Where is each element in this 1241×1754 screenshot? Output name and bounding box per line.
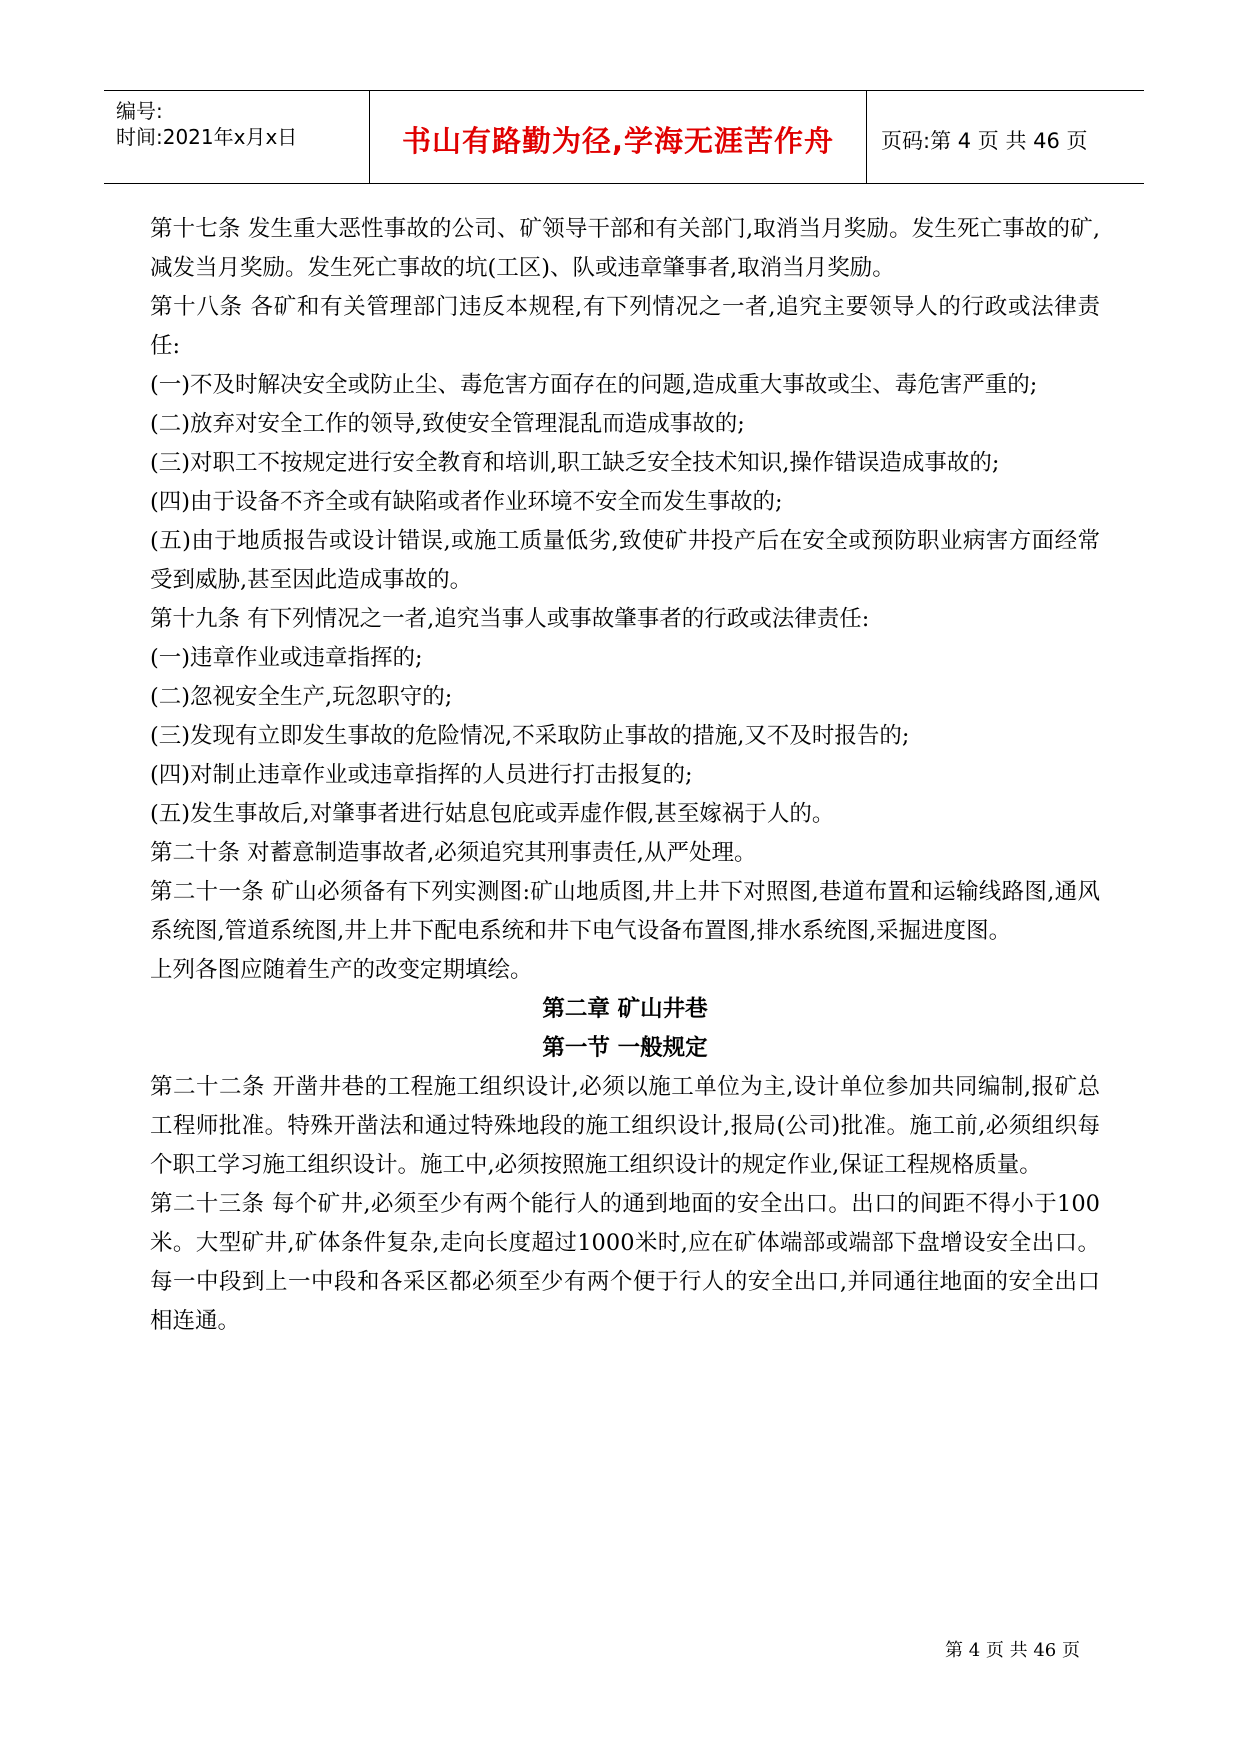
- document-time-label: 时间:2021年x月x日: [116, 125, 298, 149]
- page-header: [104, 90, 1144, 184]
- article-18-item-1: (一)不及时解决安全或防止尘、毒危害方面存在的问题,造成重大事故或尘、毒危害严重的;: [150, 372, 1038, 398]
- article-18: 第十八条 各矿和有关管理部门违反本规程,有下列情况之一者,追究主要领导人的行政或法律责任:: [150, 294, 1100, 359]
- article-21: 第二十一条 矿山必须备有下列实测图:矿山地质图,井上井下对照图,巷道布置和运输线路图,通风系统图,管道系统图,井上井下配电系统和井下电气设备布置图,排水系统图,采掘进度图。: [150, 879, 1100, 944]
- section-title: 第一节 一般规定: [542, 1035, 708, 1061]
- article-21-note: 上列各图应随着生产的改变定期填绘。: [150, 957, 533, 983]
- article-19-item-4: (四)对制止违章作业或违章指挥的人员进行打击报复的;: [150, 762, 693, 788]
- article-17: 第十七条 发生重大恶性事故的公司、矿领导干部和有关部门,取消当月奖励。发生死亡事故的矿,减发当月奖励。发生死亡事故的坑(工区)、队或违章肇事者,取消当月奖励。: [150, 216, 1100, 281]
- header-page-number: 页码:第 4 页 共 46 页: [881, 129, 1088, 153]
- document-number-label: 编号:: [116, 99, 163, 123]
- article-18-item-2: (二)放弃对安全工作的领导,致使安全管理混乱而造成事故的;: [150, 411, 745, 437]
- header-meta-cell: [104, 91, 369, 183]
- document-body: [150, 210, 1100, 1341]
- article-19-item-2: (二)忽视安全生产,玩忽职守的;: [150, 684, 453, 710]
- article-18-item-4: (四)由于设备不齐全或有缺陷或者作业环境不安全而发生事故的;: [150, 489, 783, 515]
- article-19: 第十九条 有下列情况之一者,追究当事人或事故肇事者的行政或法律责任:: [150, 606, 870, 632]
- article-18-item-5: (五)由于地质报告或设计错误,或施工质量低劣,致使矿井投产后在安全或预防职业病害方面经常受到威胁,甚至因此造成事故的。: [150, 528, 1100, 593]
- article-19-item-1: (一)违章作业或违章指挥的;: [150, 645, 423, 671]
- article-19-item-3: (三)发现有立即发生事故的危险情况,不采取防止事故的措施,又不及时报告的;: [150, 723, 910, 749]
- header-page-cell: [867, 91, 1144, 183]
- header-motto: 书山有路勤为径,学海无涯苦作舟: [401, 124, 835, 158]
- article-20: 第二十条 对蓄意制造事故者,必须追究其刑事责任,从严处理。: [150, 840, 757, 866]
- article-19-item-5: (五)发生事故后,对肇事者进行姑息包庇或弄虚作假,甚至嫁祸于人的。: [150, 801, 835, 827]
- article-18-item-3: (三)对职工不按规定进行安全教育和培训,职工缺乏安全技术知识,操作错误造成事故的;: [150, 450, 1000, 476]
- header-motto-cell: [369, 91, 867, 183]
- chapter-title: 第二章 矿山井巷: [542, 996, 708, 1022]
- article-23: 第二十三条 每个矿井,必须至少有两个能行人的通到地面的安全出口。出口的间距不得小于100米。大型矿井,矿体条件复杂,走向长度超过1000米时,应在矿体端部或端部下盘增设安全出口。每一中段到上一中段和各采区都必须至少有两个便于行人的安全出口,并同通往地面的安全出口相连通。: [150, 1191, 1100, 1334]
- article-22: 第二十二条 开凿井巷的工程施工组织设计,必须以施工单位为主,设计单位参加共同编制,报矿总工程师批准。特殊开凿法和通过特殊地段的施工组织设计,报局(公司)批准。施工前,必须组织每个职工学习施工组织设计。施工中,必须按照施工组织设计的规定作业,保证工程规格质量。: [150, 1074, 1100, 1178]
- page-footer: 第 4 页 共 46 页: [945, 1640, 1080, 1661]
